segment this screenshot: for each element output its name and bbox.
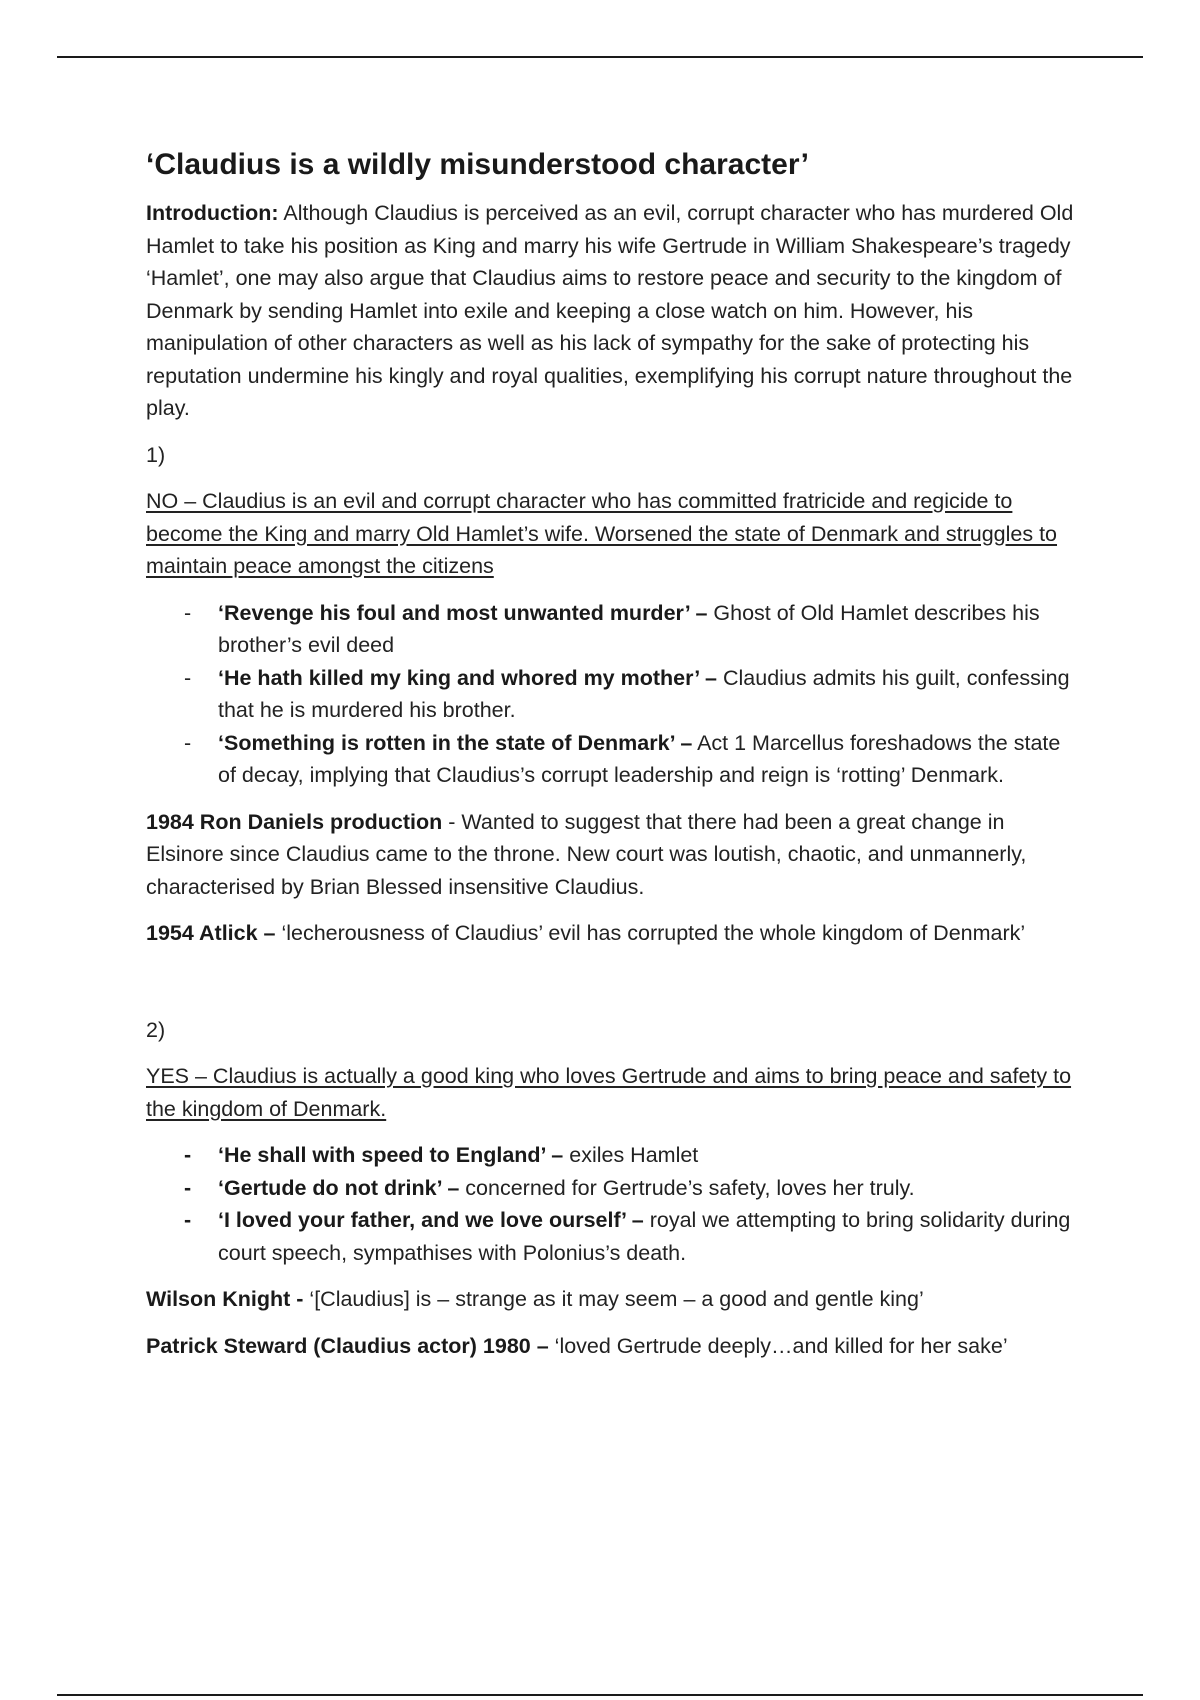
section-1-bullet-list bbox=[146, 597, 1076, 792]
quote-analysis: Claudius admits his guilt, confessing that he is murdered his brother. bbox=[218, 665, 1070, 722]
bottom-rule bbox=[57, 1694, 1143, 1696]
critic-paragraph bbox=[146, 1283, 1076, 1316]
quote: ‘He shall with speed to England’ – bbox=[218, 1143, 564, 1167]
bullet-dash: - bbox=[184, 600, 192, 625]
section-spacer bbox=[146, 964, 1076, 1014]
critic-paragraph bbox=[146, 1330, 1076, 1363]
bullet-dash: - bbox=[184, 1208, 192, 1232]
critic-text: ‘loved Gertrude deeply…and killed for her sake’ bbox=[548, 1333, 1008, 1358]
section-2-number: 2) bbox=[146, 1017, 166, 1042]
top-rule bbox=[57, 56, 1143, 58]
intro-label: Introduction: bbox=[146, 201, 279, 225]
list-item bbox=[146, 662, 1076, 727]
critic-text: ‘lecherousness of Claudius’ evil has corrupted the whole kingdom of Denmark’ bbox=[275, 921, 1026, 945]
list-item bbox=[146, 727, 1076, 792]
quote-analysis: Act 1 Marcellus foreshadows the state of decay, implying that Claudius’s corrupt leadership and reign is ‘rotting’ Denmark. bbox=[218, 730, 1061, 787]
intro-paragraph bbox=[146, 197, 1076, 425]
critic-label: 1954 Atlick – bbox=[146, 921, 276, 945]
section-2-bullet-list bbox=[146, 1139, 1076, 1269]
quote: ‘He hath killed my king and whored my mother’ – bbox=[218, 665, 717, 690]
list-item bbox=[146, 1204, 1076, 1269]
quote-analysis: exiles Hamlet bbox=[563, 1143, 699, 1167]
critic-text: ‘[Claudius] is – strange as it may seem – a good and gentle king’ bbox=[303, 1287, 924, 1311]
critic-label: 1984 Ron Daniels production bbox=[146, 809, 443, 834]
quote: ‘Revenge his foul and most unwanted murder’ – bbox=[218, 600, 708, 625]
critic-text: - Wanted to suggest that there had been a great change in Elsinore since Claudius came to the throne. New court was loutish, chaotic, and unmannerly, characterised by Brian Blessed insensitive Claudius. bbox=[146, 809, 1027, 899]
critic-paragraph bbox=[146, 806, 1076, 904]
list-item bbox=[146, 1139, 1076, 1172]
critic-label: Patrick Steward (Claudius actor) 1980 – bbox=[146, 1333, 549, 1358]
section-1-number: 1) bbox=[146, 442, 166, 467]
quote: ‘I loved your father, and we love ourself’ – bbox=[218, 1208, 644, 1232]
list-item bbox=[146, 597, 1076, 662]
critic-label: Wilson Knight - bbox=[146, 1287, 304, 1311]
document-body bbox=[146, 145, 1076, 1376]
section-1-heading: NO – Claudius is an evil and corrupt character who has committed fratricide and regicide to become the King and marry Old Hamlet’s wife. Worsened the state of Denmark and struggles to maintain peace amongst the citizens bbox=[146, 489, 1058, 578]
quote-analysis: Ghost of Old Hamlet describes his brother’s evil deed bbox=[218, 600, 1040, 657]
section-2-heading: YES – Claudius is actually a good king who loves Gertrude and aims to bring peace and safety to the kingdom of Denmark. bbox=[146, 1064, 1072, 1121]
list-item bbox=[146, 1172, 1076, 1205]
bullet-dash: - bbox=[184, 1175, 192, 1200]
quote-analysis: royal we attempting to bring solidarity during court speech, sympathises with Polonius’s death. bbox=[218, 1208, 1071, 1265]
bullet-dash: - bbox=[184, 1143, 192, 1167]
critic-paragraph bbox=[146, 917, 1076, 950]
bullet-dash: - bbox=[184, 730, 192, 755]
page-title: ‘Claudius is a wildly misunderstood character’ bbox=[146, 148, 809, 181]
quote: ‘Something is rotten in the state of Denmark’ – bbox=[218, 730, 693, 755]
intro-text: Although Claudius is perceived as an evil, corrupt character who has murdered Old Hamlet to take his position as King and marry his wife Gertrude in William Shakespeare’s tragedy ‘Hamlet’, one may also argue that Claudius aims to restore peace and security to the kingdom of Denmark by sending Hamlet into exile and keeping a close watch on him. However, his manipulation of other characters as well as his lack of sympathy for the sake of protecting his reputation undermine his kingly and royal qualities, exemplifying his corrupt nature throughout the play. bbox=[146, 201, 1074, 420]
bullet-dash: - bbox=[184, 665, 192, 690]
quote: ‘Gertude do not drink’ – bbox=[218, 1175, 460, 1200]
quote-analysis: concerned for Gertrude’s safety, loves her truly. bbox=[459, 1175, 915, 1200]
